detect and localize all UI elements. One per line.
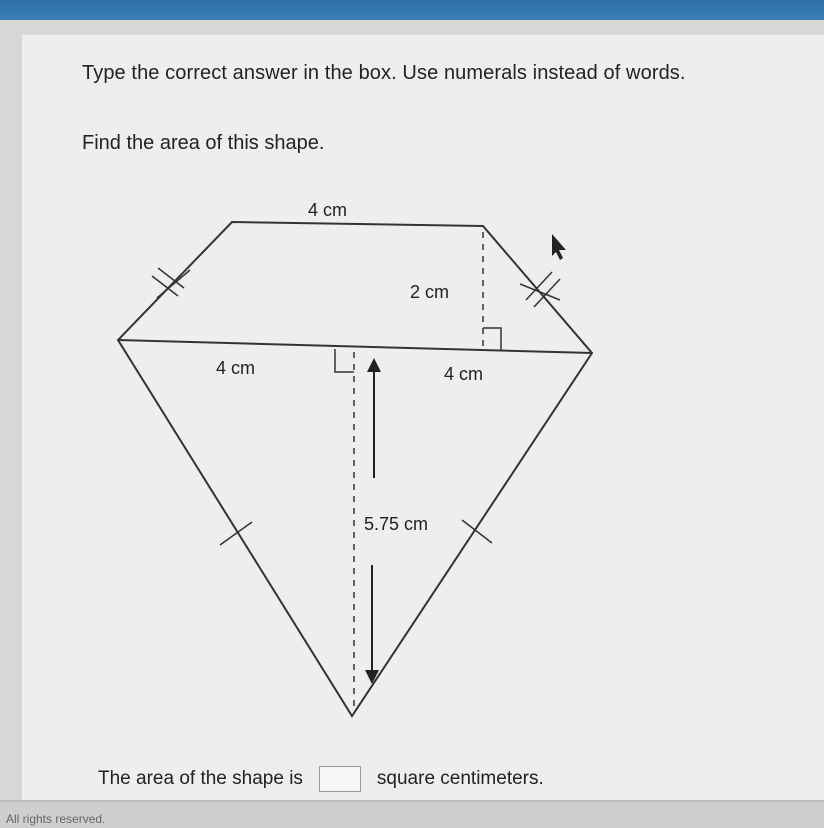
footer-text: All rights reserved. [6,812,106,826]
answer-input[interactable] [319,766,361,792]
base-line [118,340,592,353]
tick-mark [220,522,252,545]
arrow-head-up [367,358,381,372]
question-prompt: Find the area of this shape. [82,132,325,154]
right-angle-marker [335,349,354,372]
label-trapezoid-height: 2 cm [410,282,450,302]
right-angle-marker [483,328,501,350]
label-top: 4 cm [308,200,348,220]
label-triangle-height: 5.75 cm [364,514,429,534]
mouse-cursor-icon [552,234,566,260]
tick-mark [462,520,492,543]
instructions-text: Type the correct answer in the box. Use numerals instead of words. [82,62,686,84]
tick-mark [534,279,560,307]
label-base-right: 4 cm [444,364,484,384]
answer-prefix: The area of the shape is [98,768,303,789]
shape-outline [118,222,592,716]
label-base-left: 4 cm [216,358,256,378]
tick-mark [152,276,178,296]
footer [0,800,824,828]
answer-row [98,764,544,794]
answer-suffix: square centimeters. [376,768,544,789]
